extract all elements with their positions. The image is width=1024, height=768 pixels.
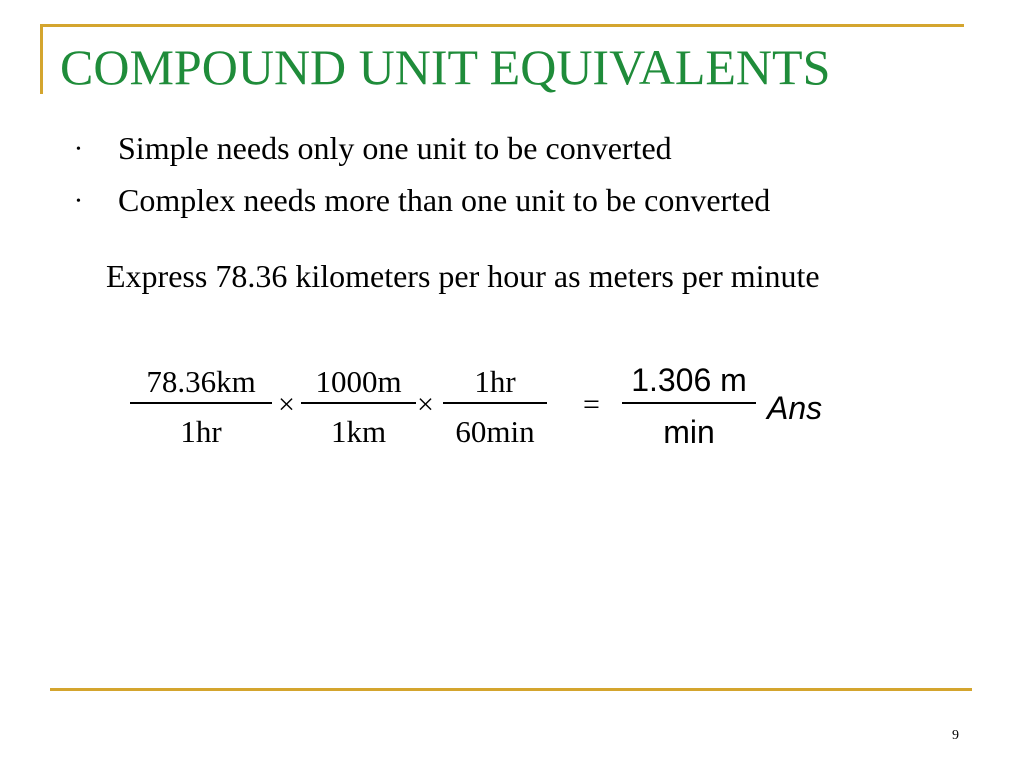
- result-numerator: 1.306 m: [631, 362, 747, 398]
- page-number: 9: [952, 728, 959, 743]
- fraction-numerator: 1000m: [315, 364, 402, 399]
- answer-label: Ans: [767, 390, 823, 426]
- bullet-text: Complex needs more than one unit to be converted: [118, 182, 771, 218]
- fraction-bar: [622, 402, 756, 404]
- top-accent-line: [40, 24, 964, 27]
- fraction-m-per-km: [301, 364, 416, 450]
- times-symbol: ×: [417, 388, 434, 421]
- bullet-icon: •: [76, 194, 81, 209]
- slide-title: COMPOUND UNIT EQUIVALENTS: [60, 39, 831, 95]
- bottom-accent-line: [50, 688, 972, 691]
- times-symbol: ×: [278, 388, 295, 421]
- fraction-bar: [130, 402, 272, 404]
- left-accent-line: [40, 24, 43, 94]
- result-denominator: min: [663, 414, 715, 450]
- fraction-numerator: 1hr: [474, 364, 516, 399]
- equals-symbol: =: [583, 388, 600, 421]
- fraction-km-per-hr: [130, 364, 272, 450]
- result-fraction: [622, 362, 756, 451]
- fraction-numerator: 78.36km: [146, 364, 256, 399]
- fraction-hr-per-min: [443, 364, 547, 450]
- problem-statement: Express 78.36 kilometers per hour as meters per minute: [106, 258, 820, 294]
- fraction-denominator: 1km: [330, 414, 387, 449]
- fraction-denominator: 60min: [455, 414, 535, 449]
- fraction-denominator: 1hr: [180, 414, 222, 449]
- bullet-text: Simple needs only one unit to be converted: [118, 130, 672, 166]
- fraction-bar: [301, 402, 416, 404]
- fraction-bar: [443, 402, 547, 404]
- bullet-icon: •: [76, 142, 81, 157]
